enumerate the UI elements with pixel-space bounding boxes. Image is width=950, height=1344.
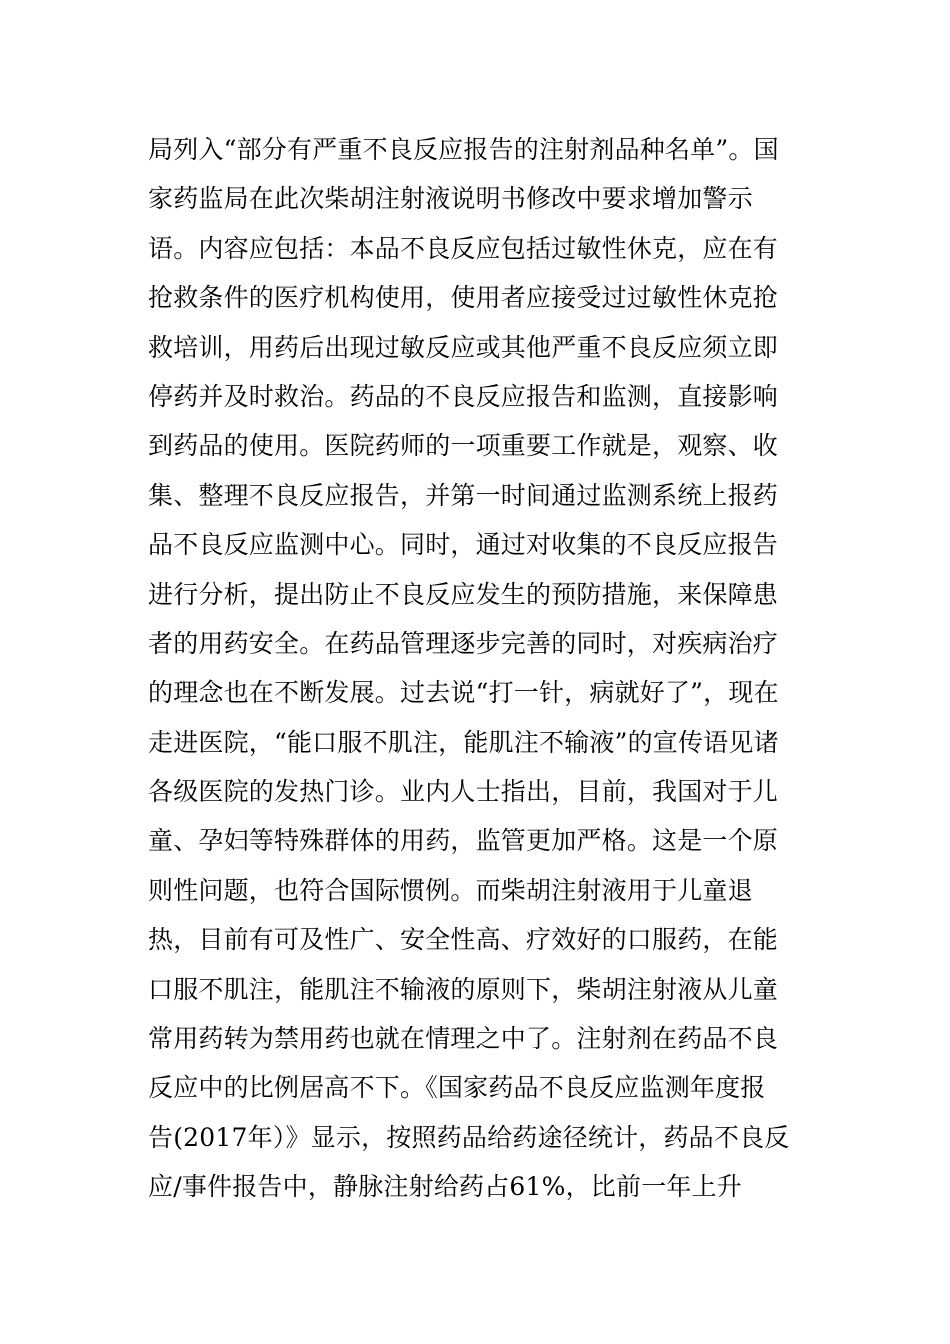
text-line: 走进医院，“能口服不肌注，能肌注不输液”的宣传语见诸 [148,727,779,757]
text-line: 热，目前有可及性广、安全性高、疗效好的口服药，在能 [148,925,779,955]
text-line: 口服不肌注，能肌注不输液的原则下，柴胡注射液从儿童 [148,974,779,1004]
text-line: 应/事件报告中，静脉注射给药占61%，比前一年上升 [148,1172,742,1202]
text-line: 者的用药安全。在药品管理逐步完善的同时，对疾病治疗 [148,628,779,658]
text-line: 告(2017年）》显示，按照药品给药途径统计，药品不良反 [148,1122,790,1152]
text-line: 局列入“部分有严重不良反应报告的注射剂品种名单”。国 [148,135,779,164]
text-line: 家药监局在此次柴胡注射液说明书修改中要求增加警示 [148,184,753,214]
body-text [148,130,808,1217]
text-line: 进行分析，提出防止不良反应发生的预防措施，来保障患 [148,579,779,609]
text-line: 集、整理不良反应报告，并第一时间通过监测系统上报药 [148,480,779,510]
text-line: 各级医院的发热门诊。业内人士指出，目前，我国对于儿 [148,777,779,807]
text-line: 反应中的比例居高不下。《国家药品不良反应监测年度报 [148,1073,766,1103]
text-line: 则性问题，也符合国际惯例。而柴胡注射液用于儿童退 [148,875,753,905]
text-line: 童、孕妇等特殊群体的用药，监管更加严格。这是一个原 [148,826,779,856]
text-line: 语。内容应包括：本品不良反应包括过敏性休克，应在有 [148,233,779,263]
text-line: 常用药转为禁用药也就在情理之中了。注射剂在药品不良 [148,1024,779,1054]
text-line: 停药并及时救治。药品的不良反应报告和监测，直接影响 [148,381,779,411]
text-line: 救培训，用药后出现过敏反应或其他严重不良反应须立即 [148,332,779,362]
text-line: 品不良反应监测中心。同时，通过对收集的不良反应报告 [148,530,779,560]
text-line: 的理念也在不断发展。过去说“打一针，病就好了”，现在 [148,678,779,708]
text-line: 到药品的使用。医院药师的一项重要工作就是，观察、收 [148,431,779,461]
text-line: 抢救条件的医疗机构使用，使用者应接受过过敏性休克抢 [148,283,779,313]
